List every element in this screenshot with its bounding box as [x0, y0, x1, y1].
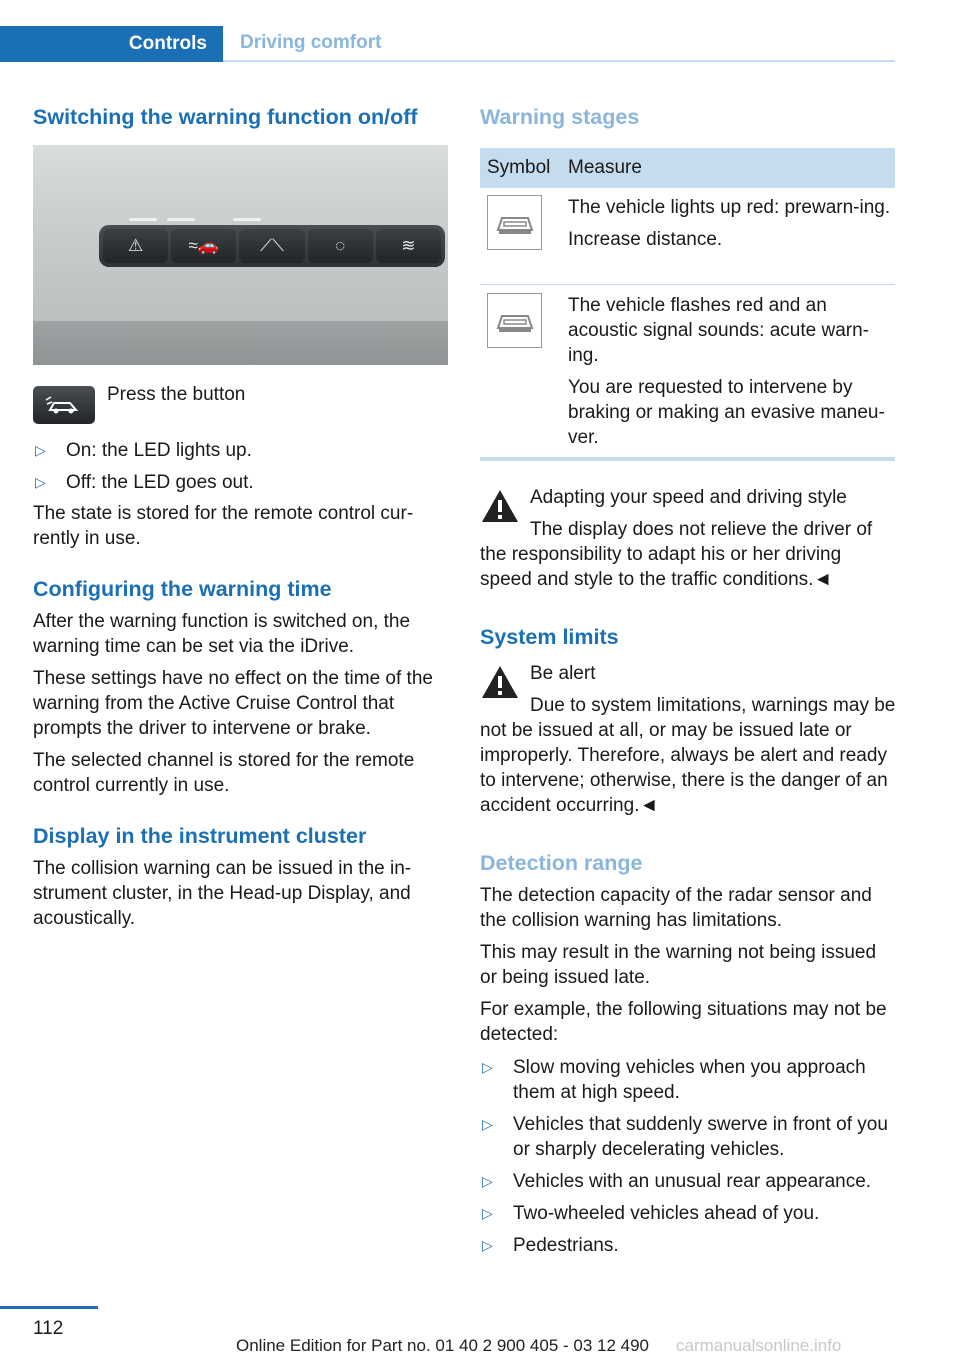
column-header-symbol: Symbol: [487, 157, 551, 178]
led-indicator: [233, 218, 261, 221]
park-assist-button-icon: ⟋⟍: [239, 229, 304, 263]
triangle-right-icon: ▷: [35, 474, 46, 490]
display-paragraph: The collision warning can be issued in the in-strument cluster, in the Head-up Display, and acoustically.: [33, 858, 412, 929]
range-paragraph-3: For example, the following situations may not be detected:: [480, 999, 887, 1045]
edition-text: Online Edition for Part no. 01 40 2 900 405 - 03 12 490: [236, 1336, 650, 1355]
row-text: The vehicle flashes red and an acoustic signal sounds: acute warn-ing.: [568, 295, 869, 366]
led-indicator: [167, 218, 195, 221]
warning-body-speed: The display does not relieve the driver of the responsibility to adapt his or her driving speed and style to the traffic conditions.◄: [480, 519, 873, 590]
photo-lower-trim: [33, 321, 448, 365]
heading-detection-range: Detection range: [480, 851, 643, 875]
range-paragraph-2: This may result in the warning not being issued or being issued late.: [480, 942, 877, 988]
tab-driving-comfort[interactable]: Driving comfort: [223, 26, 895, 62]
table-cell-measure: [568, 195, 894, 252]
car-rear-icon: [487, 293, 542, 348]
heading-warning-stages: Warning stages: [480, 105, 640, 129]
row-text: The vehicle lights up red: prewarn-ing.: [568, 197, 891, 218]
footer-rule: [0, 1306, 98, 1309]
range-paragraph-1: The detection capacity of the radar sensor and the collision warning has limitations.: [480, 885, 872, 931]
triangle-right-icon: ▷: [482, 1173, 493, 1189]
row-text: Increase distance.: [568, 229, 723, 250]
warning-body-alert: Due to system limitations, warnings may be not be issued at all, or may be issued late or improperly. Therefore, always be alert and ready to intervene; otherwise, there is the danger of an accident occurring.◄: [480, 695, 896, 816]
symbol-caption: Press the button: [107, 384, 246, 405]
column-header-measure: Measure: [568, 157, 642, 178]
side-view-button-icon: ◌: [308, 229, 373, 263]
config-paragraph-3: The selected channel is stored for the remote control currently in use.: [33, 750, 415, 796]
warning-title-speed: Adapting your speed and driving style: [530, 487, 847, 508]
table-header: [480, 148, 895, 188]
night-vision-button-icon: ≋: [376, 229, 441, 263]
triangle-right-icon: ▷: [482, 1059, 493, 1075]
config-paragraph-2: These settings have no effect on the time of the warning from the Active Cruise Control that prompts the driver to intervene or brake.: [33, 668, 433, 739]
list-item: ▷ Vehicles with an unusual rear appearance.: [482, 1171, 872, 1192]
warning-title-alert: Be alert: [530, 663, 596, 684]
table-row: [480, 285, 895, 455]
table-bottom-rule: [480, 457, 895, 461]
on-off-list: [33, 438, 448, 495]
heading-configuring: Configuring the warning time: [33, 577, 332, 601]
tab-controls[interactable]: Controls: [0, 26, 223, 62]
car-rear-icon: [487, 195, 542, 250]
list-item: ▷ Two-wheeled vehicles ahead of you.: [482, 1203, 820, 1224]
chapter-tabs: [0, 26, 895, 62]
button-panel-photo: [33, 145, 448, 365]
detection-list: [480, 1055, 898, 1258]
warning-stages-table: [480, 148, 895, 455]
button-panel: [99, 225, 445, 267]
triangle-right-icon: ▷: [482, 1205, 493, 1221]
state-text: The state is stored for the remote control cur-rently in use.: [33, 503, 414, 549]
config-paragraph-1: After the warning function is switched on, the warning time can be set via the iDrive.: [33, 611, 411, 657]
lane-warning-button-icon: ⚠: [103, 229, 168, 263]
list-item: ▷ Off: the LED goes out.: [35, 472, 254, 493]
collision-warning-button-icon: [33, 386, 95, 424]
triangle-right-icon: ▷: [482, 1116, 493, 1132]
heading-display: Display in the instrument cluster: [33, 824, 367, 848]
led-indicator: [129, 218, 157, 221]
list-item: ▷ Vehicles that suddenly swerve in front of you or sharply decelerating vehicles.: [482, 1114, 888, 1160]
table-row: [480, 188, 895, 285]
list-item: ▷ Pedestrians.: [482, 1235, 619, 1256]
table-cell-measure: [568, 293, 894, 450]
triangle-right-icon: ▷: [482, 1237, 493, 1253]
page-number: 112: [33, 1318, 64, 1339]
triangle-right-icon: ▷: [35, 442, 46, 458]
heading-switching-warning: Switching the warning function on/off: [33, 105, 418, 129]
collision-warning-button-icon: ≈🚗: [171, 229, 236, 263]
heading-system-limits: System limits: [480, 625, 619, 649]
row-text: You are requested to intervene by braking or making an evasive maneu-ver.: [568, 377, 885, 448]
watermark: carmanualsonline.info: [676, 1336, 842, 1355]
list-item: ▷ On: the LED lights up.: [35, 440, 252, 461]
list-item: ▷ Slow moving vehicles when you approach them at high speed.: [482, 1057, 866, 1103]
